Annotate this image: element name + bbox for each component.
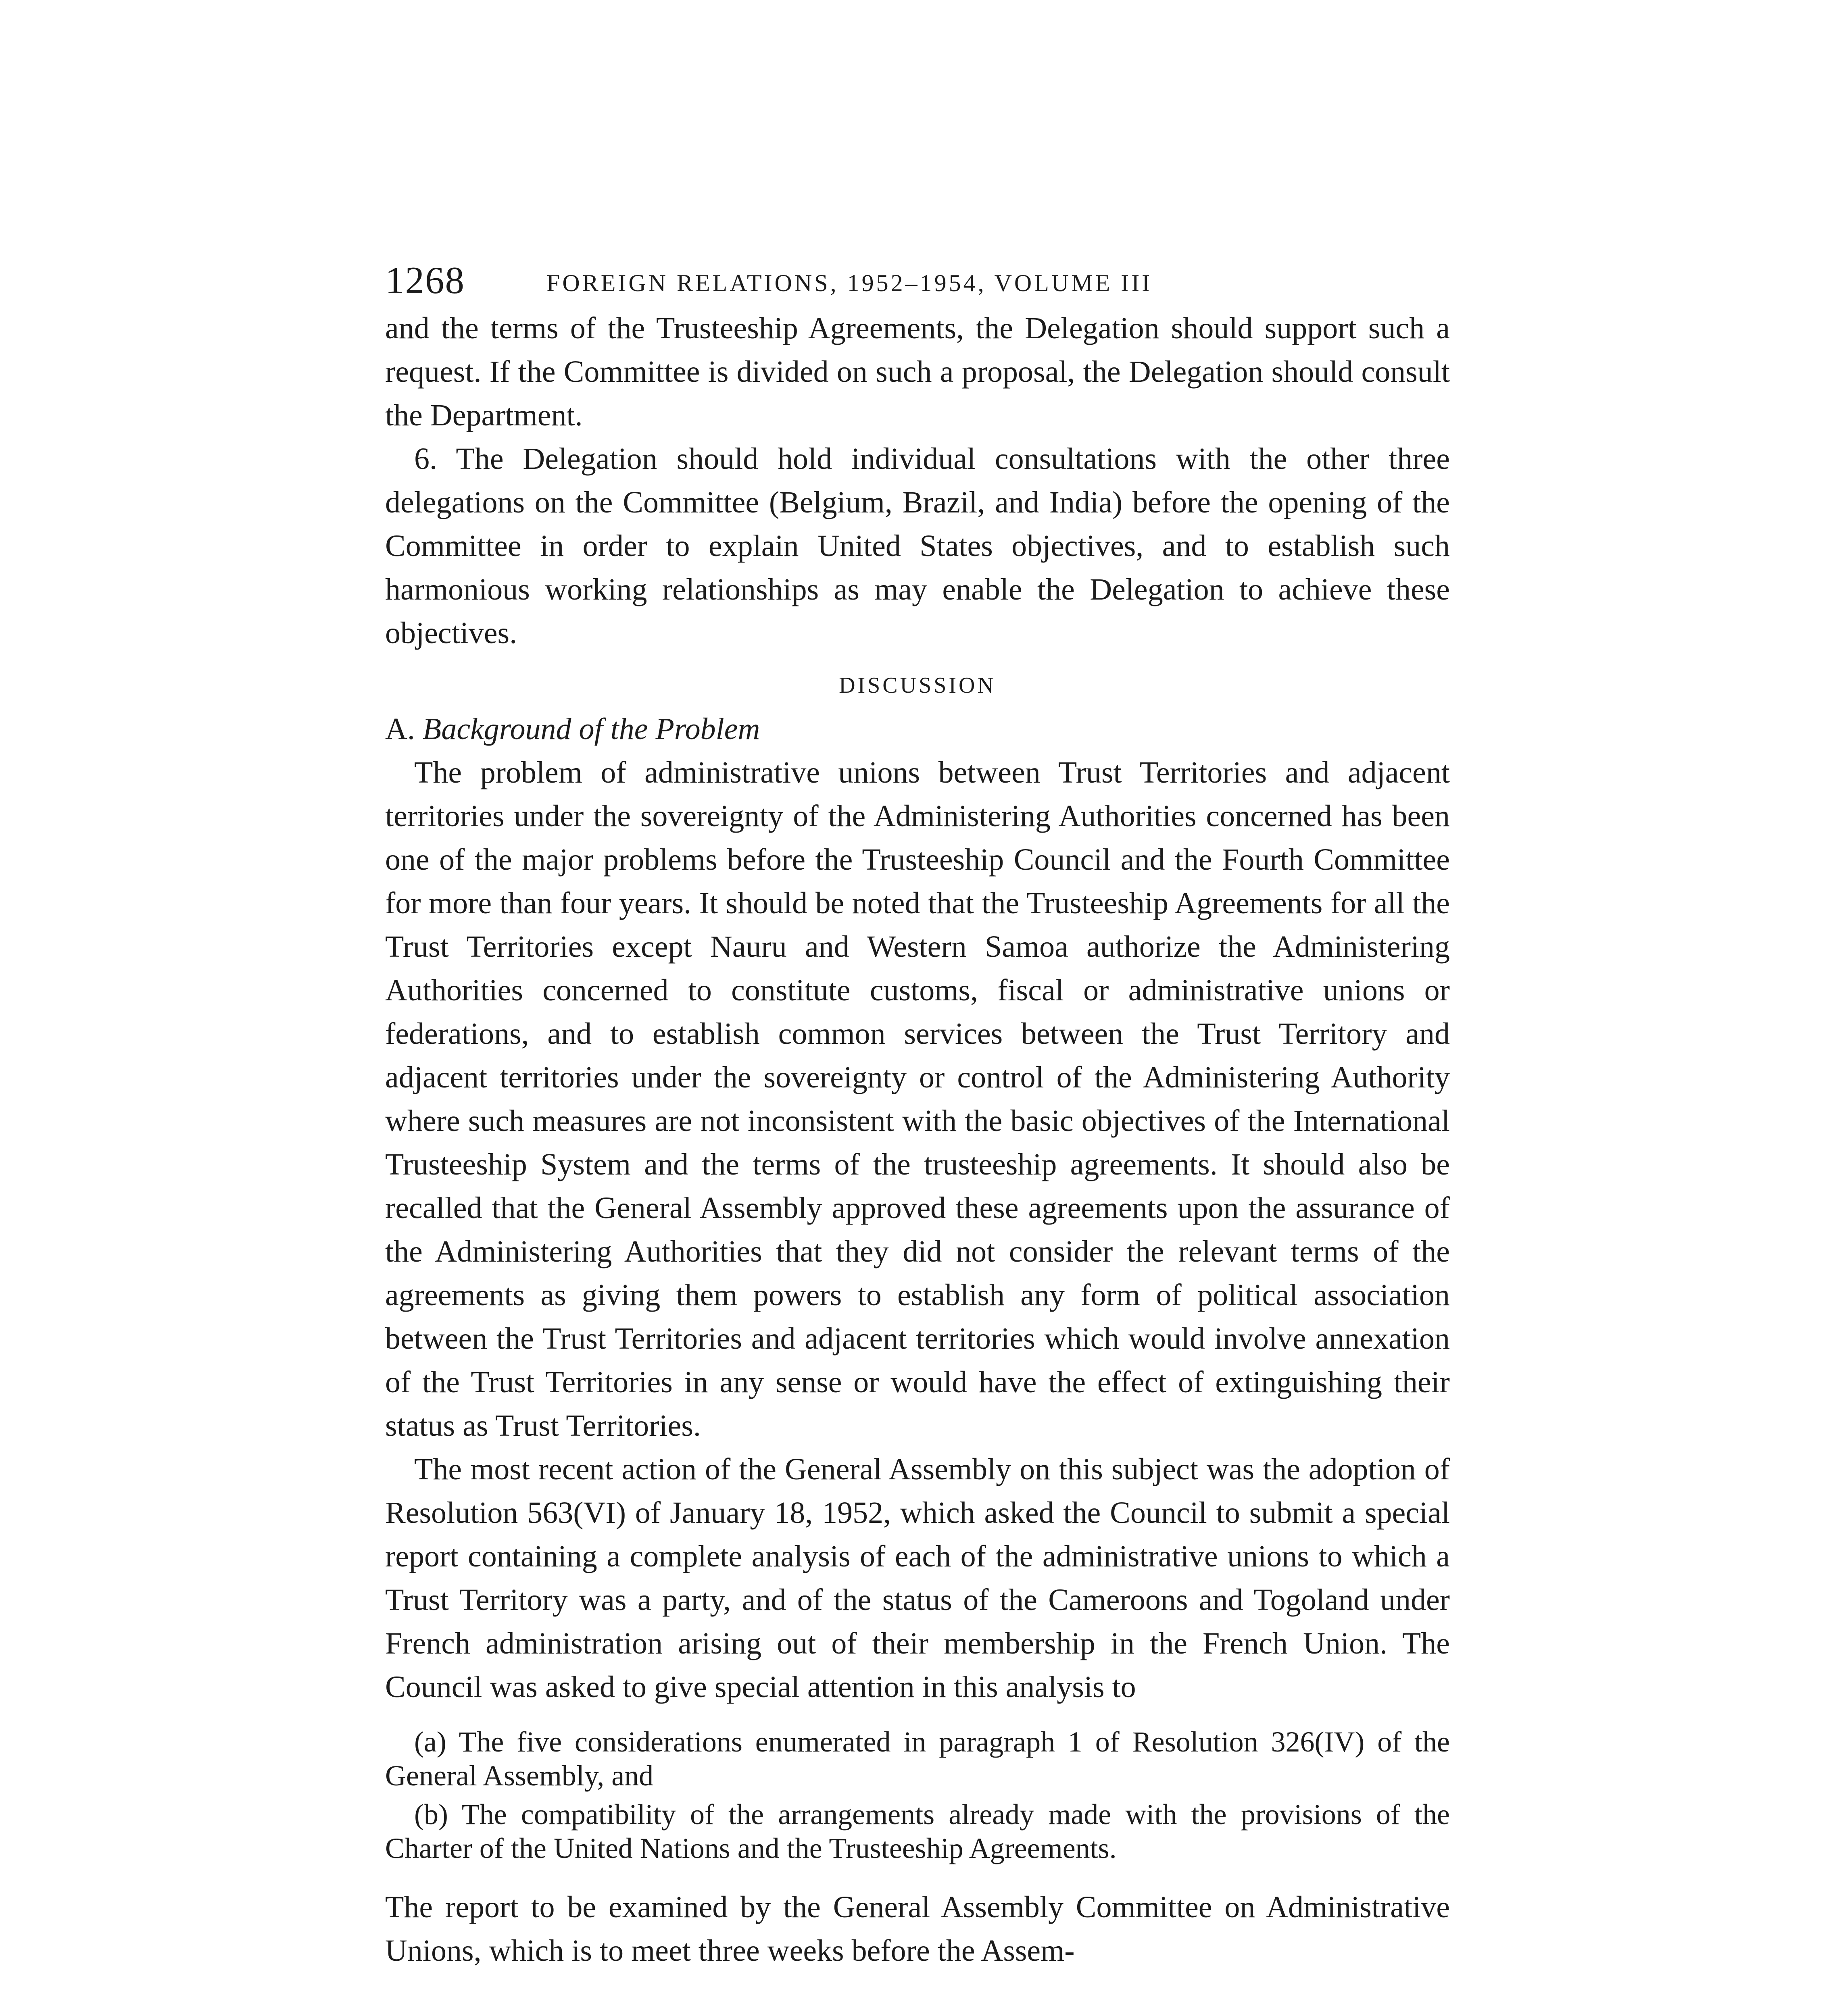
- paragraph-background: The problem of administrative unions between Trust Territories and adjacent territories under the sovereignty of the Administering Authorities concerned has been one of the major problems before the Trusteeship Council and the Fourth Committee for more than four years. It should be noted that the Trusteeship Agreements for all the Trust Territories except Nauru and Western Samoa authorize the Administering Authorities concerned to constitute customs, fiscal or administrative unions or federations, and to establish common services between the Trust Territory and adjacent territories under the sovereignty or control of the Administering Authority where such measures are not inconsistent with the basic objectives of the International Trusteeship System and the terms of the trusteeship agreements. It should also be recalled that the General Assembly approved these agreements upon the assurance of the Administering Authorities that they did not consider the relevant terms of the agreements as giving them powers to establish any form of political association between the Trust Territories and adjacent territories which would involve annexation of the Trust Territories in any sense or would have the effect of extinguishing their status as Trust Territories.: [385, 756, 1450, 1443]
- list-item-b: (b) The compatibility of the arrangements already made with the provisions of the Charter of the United Nations and the Trusteeship Agreements.: [385, 1798, 1450, 1864]
- subsection-letter: A.: [385, 712, 415, 746]
- page-number: 1268: [385, 259, 465, 302]
- list-item-a: (a) The five considerations enumerated in paragraph 1 of Resolution 326(IV) of the General Assembly, and: [385, 1726, 1450, 1792]
- enumerated-list: [385, 1725, 1450, 1865]
- paragraph-continued: and the terms of the Trusteeship Agreements, the Delegation should support such a request. If the Committee is divided on such a proposal, the Delegation should consult the Department.: [385, 311, 1450, 432]
- paragraph-report: The report to be examined by the General Assembly Committee on Administrative Unions, which is to meet three weeks before the Assem-: [385, 1890, 1450, 1968]
- section-heading: DISCUSSION: [839, 673, 996, 698]
- paragraph-6: 6. The Delegation should hold individual consultations with the other three delegations on the Committee (Belgium, Brazil, and India) before the opening of the Committee in order to explain United States objectives, and to establish such harmonious working relationships as may enable the Delegation to achieve these objectives.: [385, 442, 1450, 650]
- subsection-title: Background of the Problem: [422, 712, 760, 746]
- running-head: FOREIGN RELATIONS, 1952–1954, VOLUME III: [546, 270, 1153, 296]
- document-page: [385, 258, 1450, 1972]
- page-header: [385, 258, 1450, 306]
- subsection-heading: [385, 707, 1450, 751]
- paragraph-recent-action: The most recent action of the General Assembly on this subject was the adoption of Resolution 563(VI) of January 18, 1952, which asked the Council to submit a special report containing a complete analysis of each of the administrative unions to which a Trust Territory was a party, and of the status of the Cameroons and Togoland under French administration arising out of their membership in the French Union. The Council was asked to give special attention in this analysis to: [385, 1452, 1450, 1704]
